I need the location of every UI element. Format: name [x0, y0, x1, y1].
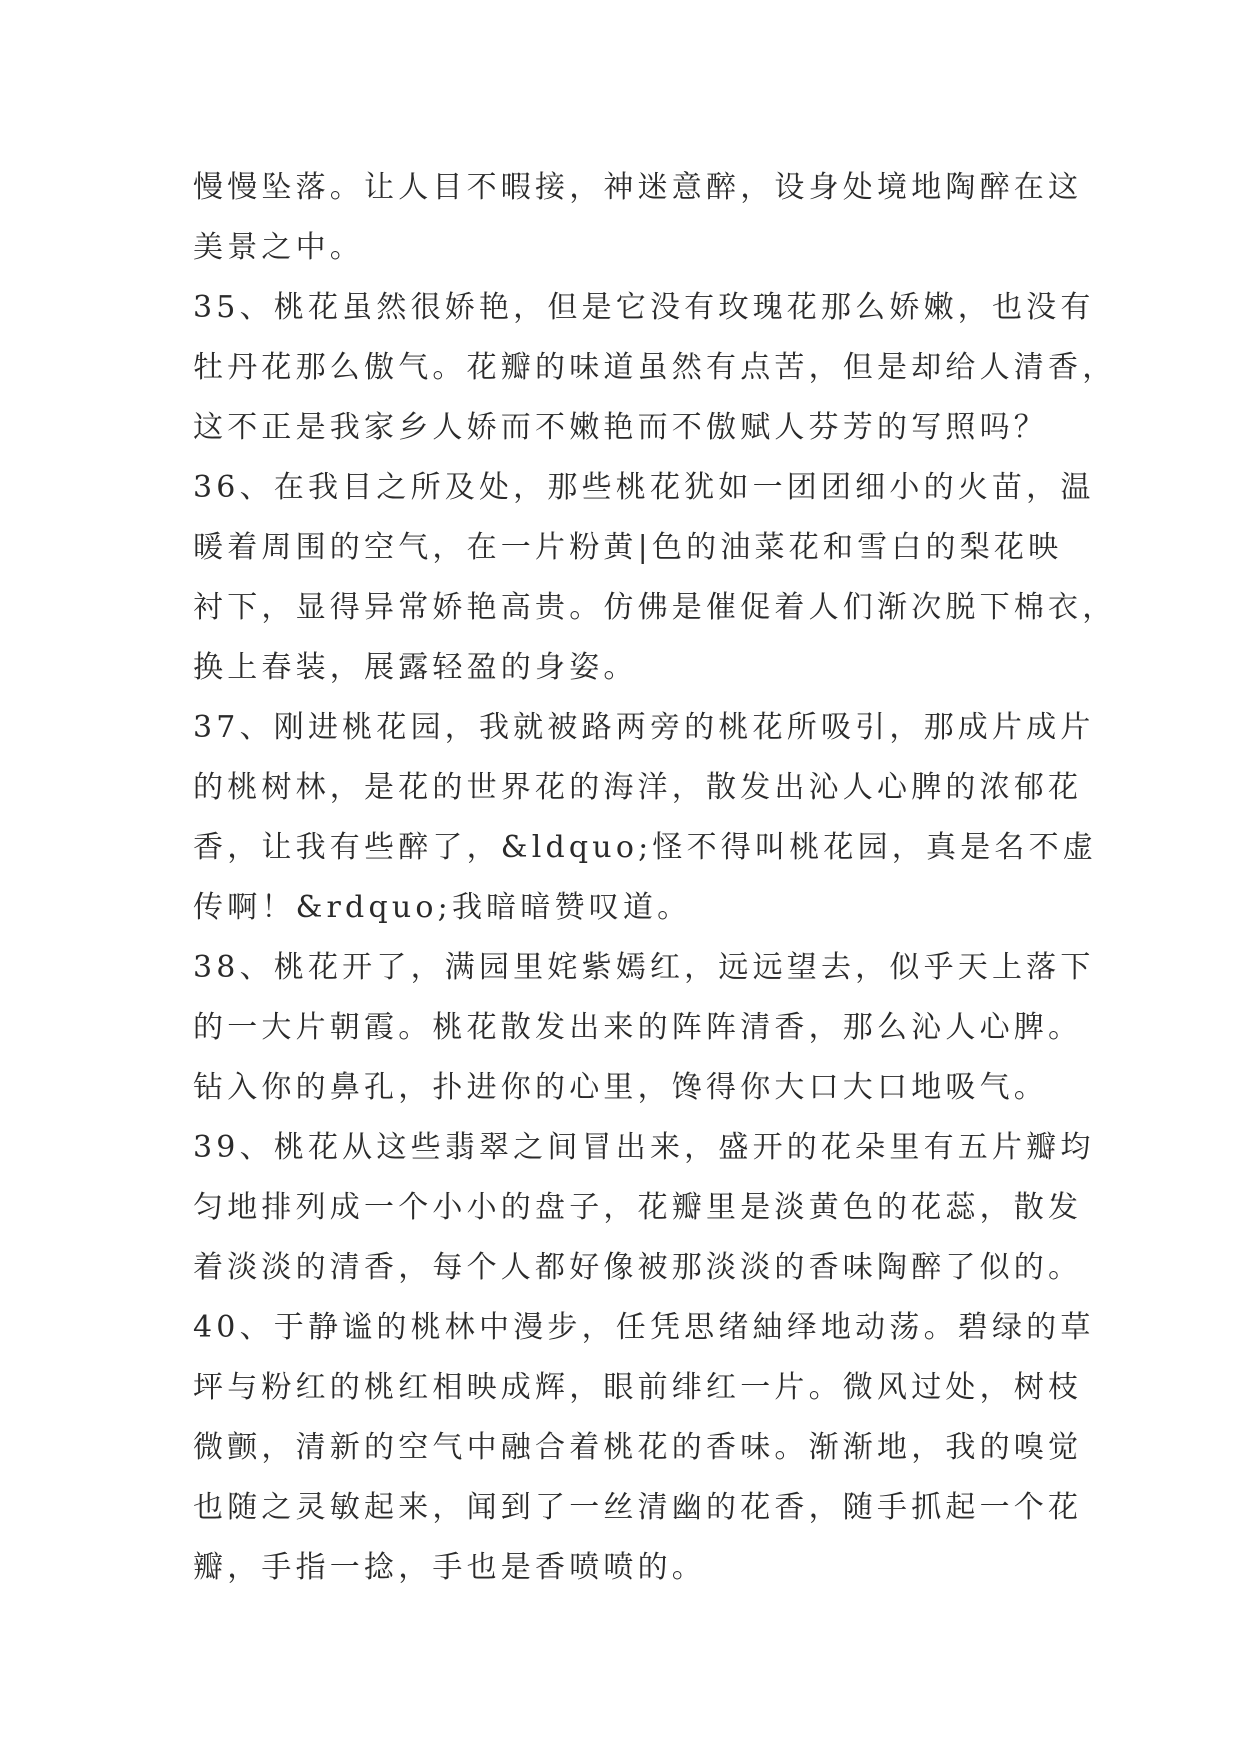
text-line: 传啊！&rdquo;我暗暗赞叹道。 — [193, 890, 692, 925]
text-line: 慢慢坠落。让人目不暇接，神迷意醉，设身处境地陶醉在这 — [193, 170, 1083, 205]
text-line: 37、刚进桃花园，我就被路两旁的桃花所吸引，那成片成片 — [193, 710, 1095, 745]
text-line: 衬下，显得异常娇艳高贵。仿佛是催促着人们渐次脱下棉衣， — [193, 590, 1117, 625]
text-line: 36、在我目之所及处，那些桃花犹如一团团细小的火苗，温 — [193, 470, 1095, 505]
text-line: 牡丹花那么傲气。花瓣的味道虽然有点苦，但是却给人清香， — [193, 350, 1117, 385]
body-text — [193, 158, 1117, 1598]
text-line: 的桃树林，是花的世界花的海洋，散发出沁人心脾的浓郁花 — [193, 770, 1083, 805]
text-line: 瓣，手指一捻，手也是香喷喷的。 — [193, 1550, 706, 1585]
text-line: 38、桃花开了，满园里姹紫嫣红，远远望去，似乎天上落下 — [193, 950, 1095, 985]
text-line: 微颤，清新的空气中融合着桃花的香味。渐渐地，我的嗅觉 — [193, 1430, 1083, 1465]
text-line: 换上春装，展露轻盈的身姿。 — [193, 650, 638, 685]
text-line: 坪与粉红的桃红相映成辉，眼前绯红一片。微风过处，树枝 — [193, 1370, 1083, 1405]
text-line: 着淡淡的清香，每个人都好像被那淡淡的香味陶醉了似的。 — [193, 1250, 1083, 1285]
text-line: 35、桃花虽然很娇艳，但是它没有玫瑰花那么娇嫩，也没有 — [193, 290, 1095, 325]
text-line: 也随之灵敏起来，闻到了一丝清幽的花香，随手抓起一个花 — [193, 1490, 1083, 1525]
text-line: 美景之中。 — [193, 230, 364, 265]
text-line: 暖着周围的空气，在一片粉黄|色的油菜花和雪白的梨花映 — [193, 530, 1063, 565]
text-line: 39、桃花从这些翡翠之间冒出来，盛开的花朵里有五片瓣均 — [193, 1130, 1095, 1165]
text-line: 匀地排列成一个小小的盘子，花瓣里是淡黄色的花蕊，散发 — [193, 1190, 1083, 1225]
text-line: 的一大片朝霞。桃花散发出来的阵阵清香，那么沁人心脾。 — [193, 1010, 1083, 1045]
text-line: 钻入你的鼻孔，扑进你的心里，馋得你大口大口地吸气。 — [193, 1070, 1048, 1105]
text-line: 40、于静谧的桃林中漫步，任凭思绪紬绎地动荡。碧绿的草 — [193, 1310, 1095, 1345]
text-line: 这不正是我家乡人娇而不嫩艳而不傲赋人芬芳的写照吗？ — [193, 410, 1048, 445]
text-line: 香，让我有些醉了，&ldquo;怪不得叫桃花园，真是名不虚 — [193, 830, 1097, 865]
